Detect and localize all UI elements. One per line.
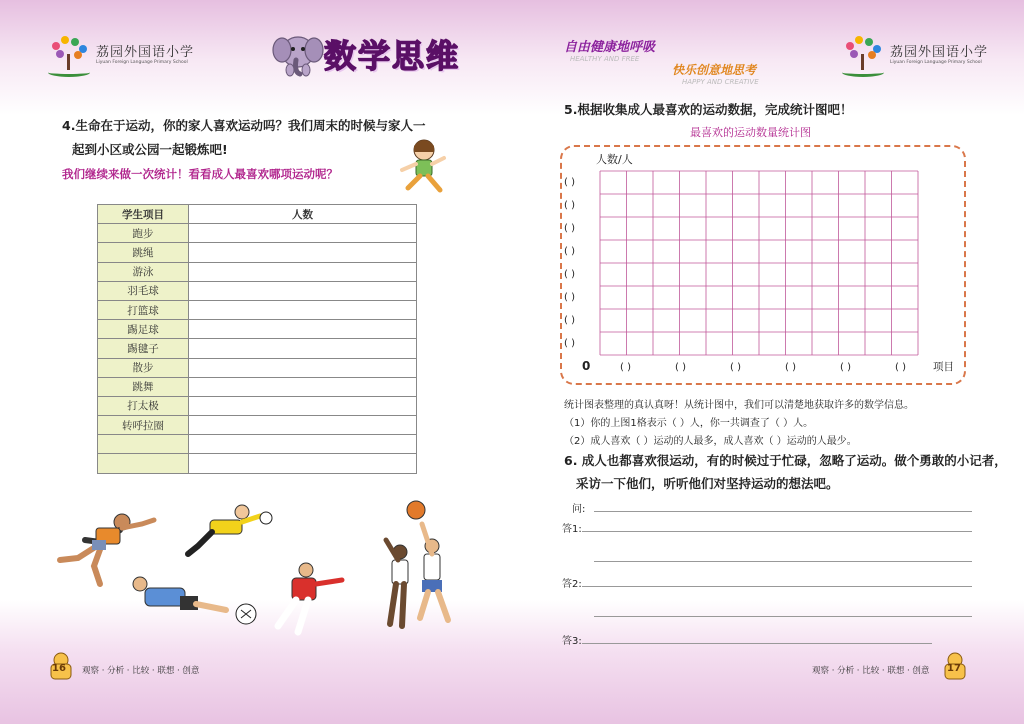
row-count-cell[interactable]	[189, 243, 417, 262]
slogan-2-en: HAPPY AND CREATIVE	[682, 78, 759, 86]
y-axis-blank[interactable]: ( )	[564, 223, 575, 234]
row-count-cell[interactable]	[189, 454, 417, 473]
x-axis-blank[interactable]: ( )	[840, 362, 851, 373]
school-name-en: Liyuan Foreign Language Primary School	[890, 60, 982, 66]
table-row	[98, 262, 417, 281]
row-count-cell[interactable]	[189, 435, 417, 454]
sports-illustration	[30, 500, 470, 650]
answer-2-line[interactable]	[582, 586, 972, 587]
row-label: 羽毛球	[98, 281, 189, 300]
tree-logo-icon	[840, 36, 886, 76]
school-name-cn: 荔园外国语小学	[96, 45, 195, 61]
answer-3-line[interactable]	[582, 643, 932, 644]
table-row	[98, 300, 417, 319]
stat-intro: 统计图表整理的真认真呀！从统计图中，我们可以清楚地获取许多的数学信息。	[564, 400, 914, 411]
answer-3-label: 答3:	[562, 636, 582, 647]
school-logo-right	[840, 36, 988, 76]
footer-tagline: 观察 · 分析 · 比较 · 联想 · 创意	[82, 666, 200, 676]
table-row	[98, 320, 417, 339]
x-axis-blank[interactable]: ( )	[785, 362, 796, 373]
interview-question-label: 问:	[572, 504, 586, 515]
row-label: 游泳	[98, 262, 189, 281]
table-row	[98, 243, 417, 262]
question-4-line2: 起到小区或公园一起锻炼吧!	[72, 141, 228, 157]
x-axis-label: 项目	[933, 361, 954, 373]
tree-logo-icon	[46, 36, 92, 76]
runner-figure	[60, 514, 154, 584]
x-axis-blank[interactable]: ( )	[675, 362, 686, 373]
table-row	[98, 435, 417, 454]
row-count-cell[interactable]	[189, 224, 417, 243]
x-axis-blank[interactable]: ( )	[730, 362, 741, 373]
answer-2-line-2[interactable]	[594, 616, 972, 617]
school-logo	[46, 36, 194, 76]
question-6-line1: 6. 成人也都喜欢很运动，有的时候过于忙碌，忽略了运动。做个勇敢的小记者，	[564, 453, 1007, 468]
row-label: 跳舞	[98, 377, 189, 396]
slogan-2-cn: 快乐创意地思考	[672, 63, 757, 77]
y-axis-blank[interactable]: ( )	[564, 338, 575, 349]
row-label: 踢足球	[98, 320, 189, 339]
stat-question-1: （1）你的上图1格表示（ ）人，你一共调查了（ ）人。	[564, 418, 814, 429]
y-axis-blank[interactable]: ( )	[564, 269, 575, 280]
table-header-count: 人数	[189, 205, 417, 224]
page-number-right: 17	[947, 663, 961, 674]
table-row	[98, 416, 417, 435]
question-5: 5.根据收集成人最喜欢的运动数据，完成统计图吧！	[564, 102, 853, 117]
table-row	[98, 454, 417, 473]
page-number: 16	[52, 663, 66, 674]
soccer-player-red	[278, 563, 342, 632]
row-label: 踢毽子	[98, 339, 189, 358]
chart-origin: 0	[582, 359, 591, 373]
answer-1-label: 答1:	[562, 524, 582, 535]
y-axis-label: 人数/人	[596, 153, 633, 166]
row-count-cell[interactable]	[189, 396, 417, 415]
running-girl-icon	[394, 136, 452, 198]
row-label[interactable]	[98, 454, 189, 473]
soccer-player-blue	[133, 577, 256, 624]
table-header-item: 学生项目	[98, 205, 189, 224]
answer-1-line[interactable]	[582, 531, 972, 532]
table-row	[98, 339, 417, 358]
answer-2-label: 答2:	[562, 579, 582, 590]
row-count-cell[interactable]	[189, 339, 417, 358]
row-label: 打篮球	[98, 300, 189, 319]
footer-tagline-right: 观察 · 分析 · 比较 · 联想 · 创意	[812, 666, 930, 676]
school-name-cn: 荔园外国语小学	[890, 45, 989, 61]
interview-question-line[interactable]	[594, 511, 972, 512]
row-count-cell[interactable]	[189, 320, 417, 339]
row-count-cell[interactable]	[189, 358, 417, 377]
school-name-en: Liyuan Foreign Language Primary School	[96, 60, 188, 66]
question-4-line1: 4.生命在于运动，你的家人喜欢运动吗？我们周末的时候与家人一	[62, 118, 426, 133]
table-row	[98, 377, 417, 396]
elephant-icon	[272, 30, 324, 78]
row-label: 跳绳	[98, 243, 189, 262]
row-label[interactable]	[98, 435, 189, 454]
y-axis-blanks	[564, 177, 575, 349]
table-row	[98, 281, 417, 300]
row-label: 打太极	[98, 396, 189, 415]
question-6-line2: 采访一下他们，听听他们对坚持运动的想法吧。	[576, 475, 839, 491]
basketball-players	[386, 501, 448, 626]
answer-1-line-2[interactable]	[594, 561, 972, 562]
question-4-subtitle: 我们继续来做一次统计！看看成人最喜欢哪项运动呢？	[62, 167, 338, 181]
row-count-cell[interactable]	[189, 416, 417, 435]
y-axis-blank[interactable]: ( )	[564, 246, 575, 257]
question-6	[564, 450, 1007, 495]
table-row	[98, 396, 417, 415]
slogan-block	[564, 36, 759, 86]
chart-grid	[600, 171, 918, 355]
table-row	[98, 358, 417, 377]
row-count-cell[interactable]	[189, 300, 417, 319]
row-label: 散步	[98, 358, 189, 377]
y-axis-blank[interactable]: ( )	[564, 177, 575, 188]
table-header-row	[98, 205, 417, 224]
row-count-cell[interactable]	[189, 281, 417, 300]
x-axis-blanks	[620, 362, 906, 373]
blank-bar-chart	[560, 145, 964, 383]
row-count-cell[interactable]	[189, 377, 417, 396]
table-row	[98, 224, 417, 243]
stat-question-2: （2）成人喜欢（ ）运动的人最多，成人喜欢（ ）运动的人最少。	[564, 436, 857, 447]
row-label: 跑步	[98, 224, 189, 243]
row-label: 转呼拉圈	[98, 416, 189, 435]
slogan-1-cn: 自由健康地呼吸	[564, 40, 656, 55]
title-banner	[272, 30, 460, 78]
slogan-1-en: HEALTHY AND FREE	[570, 55, 640, 63]
x-axis-blank[interactable]: ( )	[620, 362, 631, 373]
page-banner-title: 数学思维	[324, 37, 461, 75]
row-count-cell[interactable]	[189, 262, 417, 281]
y-axis-blank[interactable]: ( )	[564, 315, 575, 326]
y-axis-blank[interactable]: ( )	[564, 292, 575, 303]
x-axis-blank[interactable]: ( )	[895, 362, 906, 373]
sports-survey-table	[97, 204, 417, 474]
chart-title: 最喜欢的运动数量统计图	[690, 126, 811, 139]
y-axis-blank[interactable]: ( )	[564, 200, 575, 211]
goalkeeper-figure	[188, 505, 272, 554]
